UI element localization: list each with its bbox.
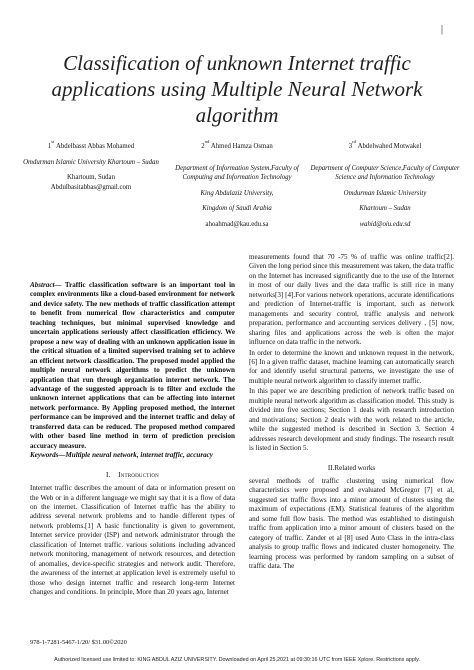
author-block-2 [162,139,312,230]
right-column [249,253,454,572]
abstract-text: Traffic classification software is an important tool in complex environments like a cloud-based environment for network and device safety. The new methods of traffic classification attempt to benefit from numerical flow characteristics and computer teaching techniques, but minimal supervised knowledge and uncertain applications seriously affect classification efficiency. We propose a new way of dealing with an unknown application issue in the critical situation of a limited supervised training set to achieve an efficient network classification. The proposed model applied the multiple neural network algorithms to predict the unknown application that run through organization internet network. The advantage of the suggested approach is to filter and exclude the unknown internet applications that can be affecting into internet network performance. By Appling proposed method, the internet performance can be improved and the internet traffic and delay of transferred data can be reduced. The proposed method compared with other based line method in term of prediction precision accuracy measure. [30,281,235,450]
author-department: Department of Computer Science,Faculty of Computer Science and Information Technology [310,164,460,182]
left-column [30,281,235,598]
author-name: 3rd Abdelwahed Motwakel [348,139,422,150]
author-name: 1st Abdelbasst Abbas Mohamed [47,139,135,150]
section-heading-introduction: I. Introduction [105,470,159,479]
keywords [30,451,235,460]
related-works-paragraph: several methods of traffic clustering using numerical flow characteristics were proposed and evaluated McGregor [7] et al, suggested set traffic flows into a minor amount of clusters using the maximum of expectations (EM). Statistical features of the algorithm and some full flow basis. The method was established to distinguish traffic from application into a minor amount of clusters based on the category of traffic. Zander et al [8] used Auto Class in the intra-class analysis to group traffic flows and indicated cluster homogeneity. The learning process was performed by random sampling on a subset of traffic data. The [249,476,454,571]
author-name: 2nd Ahmed Hamza Osman [201,139,273,150]
author-affiliation: Omdurman Islamic University Khartoum – Sudan [23,158,159,166]
keywords-label: Keywords— [30,451,66,460]
author-location: Khartoum – Sudan [359,205,411,213]
ieee-footer: Authorized licensed use limited to: KING ABDUL AZIZ UNIVERSITY. Downloaded on April 25,2021 at 09:30:16 UTC from IEEE Xplore. Restrictions apply. [54,657,420,663]
author-department: Department of Information System,Faculty of Computing and Information Technology [175,164,299,182]
section-heading-related-works: II.Related works [327,463,376,472]
author-location: Khartoum, Sudan [67,174,115,182]
page-mark: | [441,24,444,35]
author-email[interactable]: wahid@oiu.edu.sd [359,220,411,228]
keywords-text: Multiple neural network, internet traffic, accuracy [65,451,213,460]
author-affiliation: King Abdulaziz University, [200,189,274,197]
body-paragraph: In this paper we are describing prediction of network traffic based on multiple neural network algorithm as classification model. This study is divided into five sections; Section 1 deals with research introduction and motivations; Section 2 deals with the work related to the article, while the suggested method is described in Section 3. Section 4 addresses research development and study findings. The research result is listed in Section 5. [249,387,454,453]
paper-title: Classification of unknown Internet traffic applications using Multiple Neural Network algorithm [51,51,423,127]
abstract-label: Abstract— [30,281,62,289]
author-email[interactable]: ahoahmad@kau.edu.sa [205,220,269,228]
author-block-1 [16,139,166,192]
body-paragraph: In order to determine the known and unknown request in the network, [6] In a given traffic dataset, machine learning can automatically search for and identify useful structural patterns, we investigate the use of multiple neural network algorithm to classify internet traffic. [249,348,454,385]
author-email[interactable]: Abdulbasitabbas@gmail.com [50,183,132,191]
abstract [30,281,235,451]
copyright-line: 978-1-7281-5467-1/20/ $31.00©2020 [30,639,127,646]
author-affiliation: Omdurman Islamic University [343,189,427,197]
author-location: Kingdom of Saudi Arabia [202,205,272,213]
author-block-3 [310,139,460,230]
body-paragraph: measurements found that 70 -75 % of traffic was online traffic[2]. Given the long period since this measurement was taken, the data traffic on the Internet has increased significantly due to the use of the Internet in most of our daily lives and the data traffic is still rice in many networks[3] [4].For various network operations, accurate identifications and prediction of Internet-traffic is important, such as network managements and security control, traffic analysis and network preparation, performance and accounting services delivery , [5] now, sharing files and applications across the web is often the major influence on data traffic in the network. [249,253,454,347]
introduction-paragraph: Internet traffic describes the amount of data or information present on the Web or in a different language we might say that it is a flow of data on the internet. Classification of Internet traffic has the ability to address several network problems and to handle different types of network problems.[1] A basic functionality is given to government, Internet service provider (ISP) and network administrator through the classification of Internet traffic. various solutions including advanced network monitoring, management of network resources, and detection of anomalies, device-specific strategies and network audit. Therefore, the awareness of the internet at application level is extremely useful to those who design internet traffic and research long-term Internet changes and conditions. In principle, More than 20 years ago, Internet [30,484,235,597]
